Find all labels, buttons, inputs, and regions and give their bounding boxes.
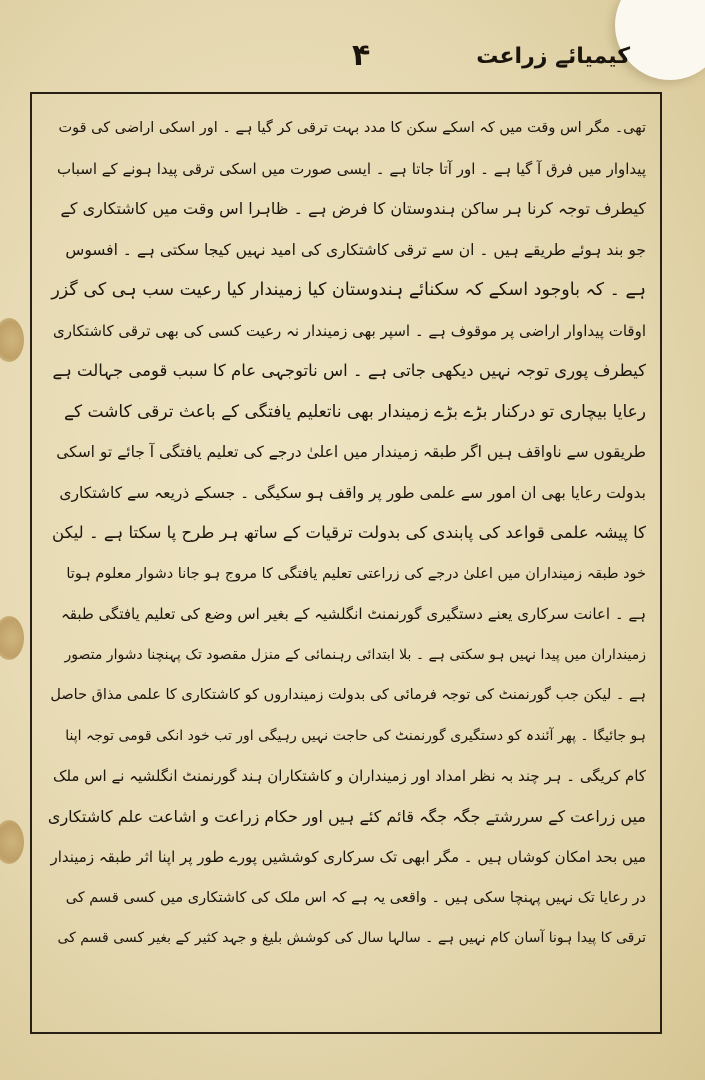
text-line: کا پیشہ علمی قواعد کی پابندی کی بدولت ترقیات کے ساتھ ہر طرح پا سکتا ہے ۔ لیکن [52,523,646,542]
page-number: ۴ [352,38,371,73]
text-line: کیطرف پوری توجہ نہیں دیکھی جاتی ہے ۔ اس ناتوجہی عام کا سبب قومی جہالت ہے [52,361,646,380]
text-frame [30,92,662,1034]
text-line: طریقوں سے ناواقف ہیں اگر طبقہ زمیندار میں اعلیٰ درجے کی تعلیم یافتگی آ جائے تو اسکی [56,443,646,461]
body-text [48,108,646,959]
binding-hole [0,616,24,660]
text-line: میں بحد امکان کوشاں ہیں ۔ مگر ابھی تک سرکاری کوششیں پورے طور پر اپنا اثر طبقہ زمیندار [50,848,646,866]
text-line: خود طبقہ زمینداران میں اعلیٰ درجے کی زراعتی تعلیم یافتگی کا مروج ہو جانا دشوار معلوم ہوتا [66,565,646,582]
text-line: اوقات پیداوار اراضی پر موقوف ہے ۔ اسپر بھی زمیندار نہ رعیت کسی کی بھی ترقی کاشتکاری [52,321,646,340]
text-line: رعایا بیچاری تو درکنار بڑے بڑے زمیندار بھی ناتعلیم یافتگی کے باعث ترقی کاشت کے [64,401,646,422]
text-line: تھی۔ مگر اس وقت میں کہ اسکے سکن کا مدد بہت ترقی کر گیا ہے ۔ اور اسکی اراضی کی قوت [58,120,646,136]
text-line: در رعایا تک نہیں پہنچا سکی ہیں ۔ واقعی یہ ہے کہ اس ملک کی کاشتکاری میں کسی قسم کی [65,889,646,906]
page-header [40,38,660,88]
binding-hole [0,318,24,362]
running-title: کیمیائے زراعت [476,44,630,69]
text-line: کیطرف توجہ کرنا ہر ساکن ہندوستان کا فرض ہے ۔ ظاہرا اس وقت میں کاشتکاری کے [60,199,646,218]
text-line: ترقی کا پیدا ہونا آسان کام نہیں ہے ۔ سالہا سال کی کوشش بلیغ و جہد کثیر کے بغیر کسی قسم کی [57,930,646,946]
binding-hole [0,820,24,864]
text-line: ہے ۔ لیکن جب گورنمنٹ کی توجہ فرمائی کی بدولت زمینداروں کو کاشتکاری کا علمی مذاق حاصل [50,687,646,703]
text-line: کام کریگی ۔ ہر چند بہ نظر امداد اور زمینداران و کاشتکاران ہند گورنمنٹ انگلشیہ نے اس ملک [53,767,646,785]
text-line: زمینداران میں پیدا نہیں ہو سکتی ہے ۔ بلا ابتدائی رہنمائی کے منزل مقصود تک پہنچنا دشوار متصور [64,646,646,663]
text-line: ہے ۔ کہ باوجود اسکے کہ سکنائے ہندوستان کیا زمیندار کیا رعیت سب ہی کی گزر [51,280,646,300]
text-line: جو بند ہوئے طریقے ہیں ۔ ان سے ترقی کاشتکاری کی امید نہیں کیجا سکتی ہے ۔ افسوس [65,240,646,259]
text-line: بدولت رعایا بھی ان امور سے علمی طور پر واقف ہو سکیگی ۔ جسکے ذریعہ سے کاشتکاری [59,483,646,502]
text-line: میں زراعت کے سررشتے جگہ جگہ قائم کئے ہیں اور حکام زراعت و اشاعت علم کاشتکاری [48,806,646,826]
text-line: ہو جائیگا ۔ پھر آئندہ کو دستگیری گورنمنٹ کی حاجت نہیں رہیگی اور تب خود انکی قومی توجہ اپنا [65,727,646,744]
text-line: ہے ۔ اعانت سرکاری یعنے دستگیری گورنمنٹ انگلشیہ کے بغیر اس وضع کی تعلیم یافتگی طبقہ [60,605,646,623]
text-line: پیداوار میں فرق آ گیا ہے ۔ اور آتا جاتا ہے ۔ ایسی صورت میں اسکی ترقی پیدا ہونے کے اسباب [57,159,646,178]
